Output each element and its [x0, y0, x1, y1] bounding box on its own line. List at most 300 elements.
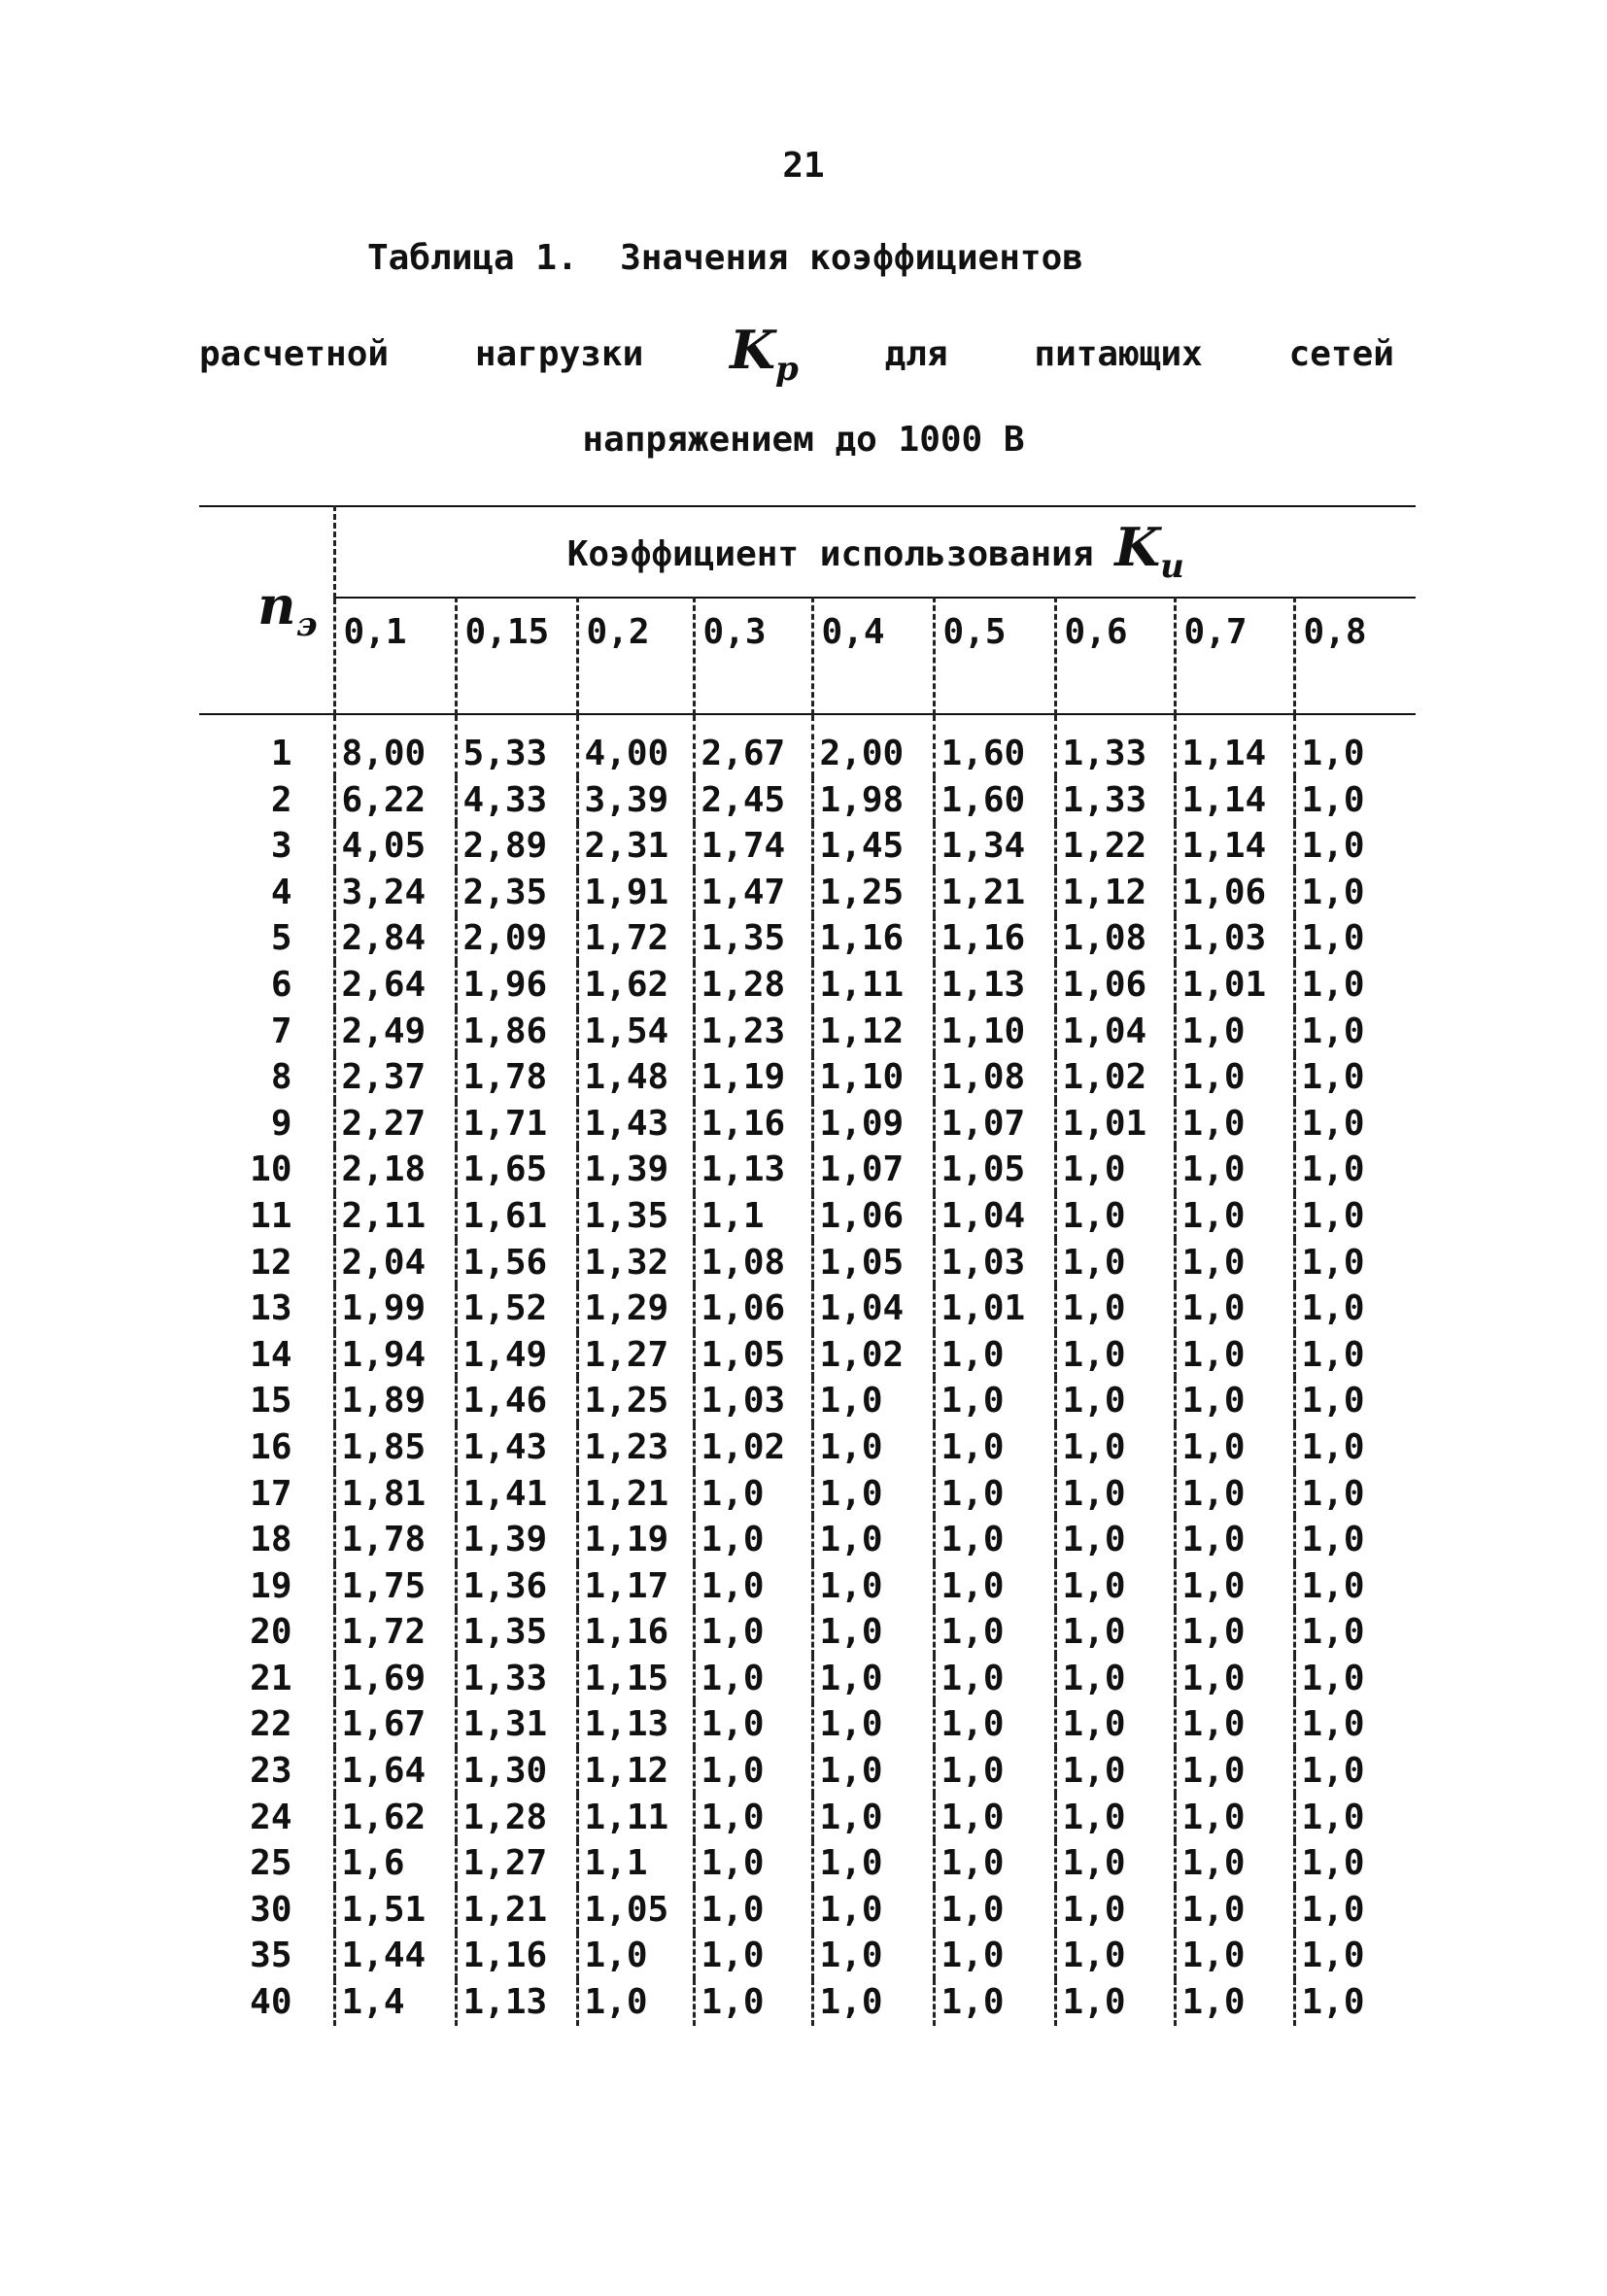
kp-value-cell: 2,45 [694, 777, 812, 824]
table-row [199, 1378, 1416, 1424]
ne-value-cell: 8 [270, 1057, 292, 1098]
kp-value-cell: 1,0 [812, 1471, 934, 1518]
kp-value-cell: 1,34 [934, 823, 1055, 870]
kp-value-cell: 1,74 [694, 823, 812, 870]
ne-value-cell: 5 [270, 918, 292, 959]
kp-value-cell: 1,0 [1175, 1193, 1294, 1240]
kp-value-cell: 1,0 [1294, 1101, 1416, 1148]
table-row [199, 1101, 1416, 1148]
kp-value-cell: 1,05 [934, 1147, 1055, 1193]
kp-value-cell: 1,0 [812, 1563, 934, 1610]
kp-value-cell: 1,08 [694, 1240, 812, 1286]
kp-value-cell: 1,71 [456, 1101, 577, 1148]
kp-value-cell: 1,0 [1055, 1240, 1175, 1286]
ku-symbol-subscript: и [1160, 546, 1184, 586]
table-row [199, 1517, 1416, 1563]
table-row [199, 1424, 1416, 1471]
table-row [199, 1147, 1416, 1193]
kp-value-cell: 1,03 [1175, 915, 1294, 962]
kp-value-cell: 1,0 [1175, 1701, 1294, 1748]
kp-value-cell: 1,0 [1294, 962, 1416, 1009]
ku-value-header: 0,6 [1055, 598, 1175, 714]
kp-value-cell: 1,52 [456, 1285, 577, 1332]
kp-value-cell: 1,78 [456, 1054, 577, 1101]
kp-value-cell: 1,01 [1175, 962, 1294, 1009]
kp-value-cell: 1,45 [812, 823, 934, 870]
kp-value-cell: 1,0 [1175, 1378, 1294, 1424]
kp-value-cell: 1,32 [577, 1240, 694, 1286]
ne-value-cell: 15 [250, 1381, 292, 1422]
kp-value-cell: 1,0 [1294, 823, 1416, 870]
kp-value-cell: 1,04 [1055, 1009, 1175, 1055]
kp-value-cell: 1,23 [577, 1424, 694, 1471]
kp-value-cell: 1,0 [812, 1840, 934, 1887]
kp-value-cell: 1,0 [812, 1887, 934, 1934]
table-caption-line3: напряжением до 1000 В [582, 420, 1025, 460]
kp-value-cell: 1,04 [812, 1285, 934, 1332]
kp-value-cell: 1,35 [694, 915, 812, 962]
page-number: 21 [782, 146, 825, 186]
kp-value-cell: 5,33 [456, 714, 577, 777]
kp-value-cell: 1,10 [812, 1054, 934, 1101]
kp-value-cell: 1,0 [1055, 1517, 1175, 1563]
caption-word: нагрузки [474, 334, 644, 375]
table-row [199, 1701, 1416, 1748]
kp-symbol-letter: K [730, 319, 775, 381]
ne-value-cell: 24 [250, 1797, 292, 1837]
kp-value-cell: 1,0 [1055, 1933, 1175, 1979]
ku-group-header [334, 506, 1416, 598]
kp-value-cell: 1,0 [812, 1933, 934, 1979]
table-row [199, 1795, 1416, 1841]
kp-value-cell: 1,08 [1055, 915, 1175, 962]
kp-value-cell: 1,0 [1175, 1933, 1294, 1979]
kp-value-cell: 1,0 [812, 1748, 934, 1795]
kp-value-cell: 1,14 [1175, 714, 1294, 777]
table-caption-line2 [199, 319, 1394, 389]
kp-value-cell: 1,0 [1294, 1147, 1416, 1193]
kp-value-cell: 1,0 [1175, 1517, 1294, 1563]
kp-value-cell: 1,0 [1055, 1471, 1175, 1518]
kp-value-cell: 1,0 [1175, 1887, 1294, 1934]
ne-value-cell: 23 [250, 1751, 292, 1792]
kp-value-cell: 1,94 [334, 1332, 456, 1379]
kp-value-cell: 1,60 [934, 714, 1055, 777]
kp-value-cell: 1,0 [812, 1517, 934, 1563]
ne-value-cell: 7 [270, 1011, 292, 1051]
table-row [199, 870, 1416, 916]
kp-value-cell: 1,12 [812, 1009, 934, 1055]
kp-value-cell: 1,54 [577, 1009, 694, 1055]
kp-value-cell: 1,0 [1294, 1009, 1416, 1055]
kp-value-cell: 1,12 [1055, 870, 1175, 916]
kp-value-cell: 1,0 [577, 1979, 694, 2026]
kp-value-cell: 1,21 [577, 1471, 694, 1518]
table-row [199, 1240, 1416, 1286]
kp-value-cell: 1,0 [934, 1795, 1055, 1841]
kp-value-cell: 1,0 [694, 1701, 812, 1748]
kp-value-cell: 1,0 [1175, 1054, 1294, 1101]
kp-value-cell: 1,04 [934, 1193, 1055, 1240]
table-row [199, 1979, 1416, 2026]
ku-value-header: 0,4 [812, 598, 934, 714]
kp-value-cell: 1,0 [1294, 1979, 1416, 2026]
kp-value-cell: 1,0 [812, 1609, 934, 1656]
kp-value-cell: 1,16 [812, 915, 934, 962]
kp-value-cell: 1,0 [694, 1795, 812, 1841]
kp-value-cell: 1,21 [934, 870, 1055, 916]
kp-value-cell: 1,0 [1055, 1332, 1175, 1379]
ku-value-header: 0,15 [456, 598, 577, 714]
kp-value-cell: 1,0 [1294, 1517, 1416, 1563]
kp-value-cell: 1,0 [1055, 1748, 1175, 1795]
kp-value-cell: 1,08 [934, 1054, 1055, 1101]
kp-value-cell: 1,62 [577, 962, 694, 1009]
kp-value-cell: 1,22 [1055, 823, 1175, 870]
kp-value-cell: 1,03 [934, 1240, 1055, 1286]
ne-value-cell: 17 [250, 1473, 292, 1514]
kp-value-cell: 1,0 [1055, 1656, 1175, 1702]
kp-value-cell: 1,14 [1175, 777, 1294, 824]
kp-value-cell: 1,05 [812, 1240, 934, 1286]
kp-value-cell: 1,0 [1175, 1656, 1294, 1702]
kp-value-cell: 1,35 [577, 1193, 694, 1240]
kp-value-cell: 1,39 [456, 1517, 577, 1563]
ku-symbol-letter: K [1114, 516, 1161, 579]
ku-value-header: 0,1 [334, 598, 456, 714]
kp-value-cell: 1,0 [1175, 1240, 1294, 1286]
kp-value-cell: 1,0 [1175, 1009, 1294, 1055]
kp-value-cell: 2,04 [334, 1240, 456, 1286]
kp-value-cell: 1,62 [334, 1795, 456, 1841]
ne-value-cell: 19 [250, 1565, 292, 1606]
table-row [199, 1009, 1416, 1055]
kp-value-cell: 1,0 [1175, 1840, 1294, 1887]
kp-value-cell: 1,05 [694, 1332, 812, 1379]
kp-value-cell: 1,0 [1294, 1563, 1416, 1610]
kp-value-cell: 1,49 [456, 1332, 577, 1379]
kp-value-cell: 1,86 [456, 1009, 577, 1055]
kp-value-cell: 1,16 [694, 1101, 812, 1148]
ne-symbol [257, 574, 318, 644]
kp-value-cell: 1,0 [1175, 1748, 1294, 1795]
kp-value-cell: 1,0 [1294, 1240, 1416, 1286]
kp-value-cell: 1,78 [334, 1517, 456, 1563]
kp-value-cell: 1,0 [1055, 1424, 1175, 1471]
kp-value-cell: 1,0 [1175, 1285, 1294, 1332]
kp-value-cell: 1,0 [1294, 1471, 1416, 1518]
kp-value-cell: 1,14 [1175, 823, 1294, 870]
table-row [199, 714, 1416, 777]
kp-value-cell: 1,25 [812, 870, 934, 916]
kp-value-cell: 1,0 [1055, 1285, 1175, 1332]
kp-value-cell: 1,0 [934, 1887, 1055, 1934]
kp-value-cell: 1,35 [456, 1609, 577, 1656]
kp-value-cell: 1,0 [934, 1840, 1055, 1887]
ne-value-cell: 1 [270, 734, 292, 773]
kp-value-cell: 1,41 [456, 1471, 577, 1518]
table-row [199, 1471, 1416, 1518]
kp-value-cell: 1,28 [456, 1795, 577, 1841]
ne-value-cell: 16 [250, 1426, 292, 1467]
table-row [199, 1193, 1416, 1240]
kp-value-cell: 1,0 [1294, 1054, 1416, 1101]
table-row [199, 962, 1416, 1009]
kp-value-cell: 1,0 [1175, 1795, 1294, 1841]
ku-header-label: Коэффициент использования [566, 534, 1094, 575]
kp-value-cell: 1,31 [456, 1701, 577, 1748]
kp-value-cell: 1,0 [934, 1563, 1055, 1610]
kp-value-cell: 1,0 [1294, 870, 1416, 916]
kp-value-cell: 4,05 [334, 823, 456, 870]
kp-value-cell: 1,0 [1175, 1147, 1294, 1193]
kp-value-cell: 1,13 [694, 1147, 812, 1193]
table-row [199, 1563, 1416, 1610]
kp-coefficients-table [199, 505, 1416, 2026]
kp-value-cell: 1,44 [334, 1933, 456, 1979]
kp-value-cell: 1,72 [334, 1609, 456, 1656]
kp-value-cell: 1,43 [456, 1424, 577, 1471]
kp-value-cell: 1,0 [1175, 1332, 1294, 1379]
kp-value-cell: 1,0 [1175, 1471, 1294, 1518]
kp-value-cell: 1,99 [334, 1285, 456, 1332]
kp-value-cell: 1,13 [456, 1979, 577, 2026]
kp-value-cell: 1,0 [1175, 1424, 1294, 1471]
table-row [199, 1054, 1416, 1101]
kp-value-cell: 1,0 [1175, 1609, 1294, 1656]
kp-value-cell: 1,0 [1294, 1193, 1416, 1240]
kp-value-cell: 1,69 [334, 1656, 456, 1702]
kp-value-cell: 2,11 [334, 1193, 456, 1240]
table-row [199, 823, 1416, 870]
ne-symbol-letter: n [257, 574, 296, 637]
kp-value-cell: 1,33 [1055, 777, 1175, 824]
ne-value-cell: 40 [250, 1982, 292, 2023]
kp-value-cell: 1,0 [934, 1471, 1055, 1518]
ne-value-cell: 3 [270, 826, 292, 867]
kp-value-cell: 1,0 [934, 1332, 1055, 1379]
kp-value-cell: 2,37 [334, 1054, 456, 1101]
kp-value-cell: 1,06 [1175, 870, 1294, 916]
kp-value-cell: 1,0 [694, 1840, 812, 1887]
ne-value-cell: 12 [250, 1242, 292, 1283]
kp-value-cell: 1,0 [1294, 1795, 1416, 1841]
kp-value-cell: 1,17 [577, 1563, 694, 1610]
kp-value-cell: 1,0 [1294, 1887, 1416, 1934]
kp-value-cell: 2,84 [334, 915, 456, 962]
kp-value-cell: 1,0 [1175, 1563, 1294, 1610]
kp-value-cell: 1,11 [577, 1795, 694, 1841]
kp-value-cell: 2,31 [577, 823, 694, 870]
kp-value-cell: 2,09 [456, 915, 577, 962]
table-row [199, 1887, 1416, 1934]
ne-value-cell: 14 [250, 1334, 292, 1375]
kp-symbol [730, 319, 799, 389]
kp-value-cell: 1,0 [694, 1887, 812, 1934]
ku-value-header: 0,8 [1294, 598, 1416, 714]
kp-value-cell: 1,03 [694, 1378, 812, 1424]
kp-value-cell: 1,16 [456, 1933, 577, 1979]
ne-value-cell: 22 [250, 1704, 292, 1745]
kp-value-cell: 2,89 [456, 823, 577, 870]
kp-value-cell: 1,01 [934, 1285, 1055, 1332]
kp-value-cell: 1,0 [1294, 1285, 1416, 1332]
table-header-row [199, 506, 1416, 598]
kp-value-cell: 1,60 [934, 777, 1055, 824]
ku-value-header: 0,7 [1175, 598, 1294, 714]
kp-value-cell: 1,61 [456, 1193, 577, 1240]
kp-value-cell: 1,0 [812, 1656, 934, 1702]
kp-value-cell: 1,02 [694, 1424, 812, 1471]
kp-value-cell: 1,13 [934, 962, 1055, 1009]
kp-value-cell: 1,28 [694, 962, 812, 1009]
caption-word: для [884, 334, 948, 375]
kp-value-cell: 1,09 [812, 1101, 934, 1148]
kp-value-cell: 1,25 [577, 1378, 694, 1424]
kp-value-cell: 1,33 [456, 1656, 577, 1702]
kp-value-cell: 1,72 [577, 915, 694, 962]
ku-values-row [199, 598, 1416, 714]
ne-value-cell: 18 [250, 1520, 292, 1560]
kp-value-cell: 2,67 [694, 714, 812, 777]
kp-value-cell: 1,0 [1055, 1609, 1175, 1656]
kp-value-cell: 1,0 [812, 1424, 934, 1471]
kp-value-cell: 1,0 [1294, 1701, 1416, 1748]
kp-value-cell: 1,0 [812, 1979, 934, 2026]
kp-value-cell: 2,00 [812, 714, 934, 777]
kp-value-cell: 1,0 [1294, 915, 1416, 962]
kp-value-cell: 1,0 [694, 1933, 812, 1979]
kp-value-cell: 1,75 [334, 1563, 456, 1610]
ne-value-cell: 13 [250, 1288, 292, 1329]
kp-value-cell: 1,23 [694, 1009, 812, 1055]
kp-value-cell: 1,27 [456, 1840, 577, 1887]
table-row [199, 777, 1416, 824]
kp-value-cell: 1,06 [694, 1285, 812, 1332]
kp-value-cell: 1,0 [934, 1748, 1055, 1795]
ne-value-cell: 20 [250, 1612, 292, 1653]
kp-value-cell: 1,46 [456, 1378, 577, 1424]
kp-value-cell: 1,6 [334, 1840, 456, 1887]
kp-value-cell: 1,91 [577, 870, 694, 916]
kp-value-cell: 1,67 [334, 1701, 456, 1748]
kp-value-cell: 1,01 [1055, 1101, 1175, 1148]
kp-value-cell: 1,0 [1055, 1887, 1175, 1934]
kp-value-cell: 1,0 [1294, 1656, 1416, 1702]
kp-value-cell: 3,39 [577, 777, 694, 824]
kp-value-cell: 1,06 [1055, 962, 1175, 1009]
kp-value-cell: 1,21 [456, 1887, 577, 1934]
kp-value-cell: 1,85 [334, 1424, 456, 1471]
kp-value-cell: 1,27 [577, 1332, 694, 1379]
kp-value-cell: 1,0 [934, 1933, 1055, 1979]
kp-value-cell: 2,27 [334, 1101, 456, 1148]
kp-value-cell: 1,0 [694, 1471, 812, 1518]
table-row [199, 1609, 1416, 1656]
kp-value-cell: 1,0 [812, 1701, 934, 1748]
kp-value-cell: 1,29 [577, 1285, 694, 1332]
kp-value-cell: 1,07 [812, 1147, 934, 1193]
kp-value-cell: 1,0 [694, 1979, 812, 2026]
kp-value-cell: 1,65 [456, 1147, 577, 1193]
kp-value-cell: 1,02 [812, 1332, 934, 1379]
ne-value-cell: 30 [250, 1889, 292, 1930]
kp-value-cell: 1,0 [1294, 1424, 1416, 1471]
kp-value-cell: 1,0 [1294, 1609, 1416, 1656]
kp-value-cell: 1,1 [577, 1840, 694, 1887]
kp-value-cell: 1,56 [456, 1240, 577, 1286]
kp-value-cell: 1,0 [812, 1378, 934, 1424]
kp-value-cell: 1,05 [577, 1887, 694, 1934]
ku-value-header: 0,3 [694, 598, 812, 714]
kp-value-cell: 1,0 [1294, 1378, 1416, 1424]
kp-value-cell: 1,0 [934, 1609, 1055, 1656]
kp-value-cell: 1,0 [1294, 1748, 1416, 1795]
table-row [199, 1748, 1416, 1795]
kp-value-cell: 1,0 [1294, 714, 1416, 777]
kp-value-cell: 1,0 [694, 1609, 812, 1656]
kp-value-cell: 6,22 [334, 777, 456, 824]
table-row [199, 1933, 1416, 1979]
kp-value-cell: 1,0 [577, 1933, 694, 1979]
table-caption-line1: Таблица 1. Значения коэффициентов [367, 238, 1083, 278]
kp-value-cell: 1,0 [694, 1563, 812, 1610]
kp-value-cell: 1,11 [812, 962, 934, 1009]
ne-value-cell: 25 [250, 1843, 292, 1884]
kp-value-cell: 2,35 [456, 870, 577, 916]
kp-value-cell: 1,0 [934, 1656, 1055, 1702]
kp-value-cell: 1,0 [934, 1378, 1055, 1424]
table-row [199, 915, 1416, 962]
kp-value-cell: 1,0 [1055, 1378, 1175, 1424]
kp-value-cell: 1,0 [1055, 1701, 1175, 1748]
kp-value-cell: 1,0 [934, 1701, 1055, 1748]
kp-value-cell: 1,33 [1055, 714, 1175, 777]
ku-value-header: 0,2 [577, 598, 694, 714]
kp-value-cell: 4,33 [456, 777, 577, 824]
kp-value-cell: 1,06 [812, 1193, 934, 1240]
kp-value-cell: 1,0 [1055, 1840, 1175, 1887]
kp-value-cell: 2,49 [334, 1009, 456, 1055]
caption-word: питающих [1034, 334, 1203, 375]
kp-value-cell: 1,0 [934, 1979, 1055, 2026]
kp-value-cell: 1,0 [1175, 1979, 1294, 2026]
kp-value-cell: 1,0 [1055, 1979, 1175, 2026]
kp-value-cell: 1,0 [1055, 1147, 1175, 1193]
kp-value-cell: 1,16 [577, 1609, 694, 1656]
kp-value-cell: 1,36 [456, 1563, 577, 1610]
ne-value-cell: 10 [250, 1149, 292, 1190]
table-row [199, 1840, 1416, 1887]
kp-value-cell: 1,0 [1294, 1933, 1416, 1979]
table-row [199, 1656, 1416, 1702]
kp-value-cell: 1,0 [1055, 1193, 1175, 1240]
table-row [199, 1332, 1416, 1379]
kp-value-cell: 2,18 [334, 1147, 456, 1193]
kp-value-cell: 1,1 [694, 1193, 812, 1240]
kp-value-cell: 1,0 [934, 1424, 1055, 1471]
kp-value-cell: 2,64 [334, 962, 456, 1009]
ne-value-cell: 4 [270, 872, 292, 912]
kp-value-cell: 1,98 [812, 777, 934, 824]
caption-word: расчетной [199, 334, 390, 375]
kp-value-cell: 1,0 [1055, 1563, 1175, 1610]
ne-value-cell: 6 [270, 964, 292, 1005]
kp-value-cell: 1,39 [577, 1147, 694, 1193]
kp-value-cell: 1,0 [1055, 1795, 1175, 1841]
ne-value-cell: 21 [250, 1658, 292, 1698]
kp-value-cell: 1,96 [456, 962, 577, 1009]
